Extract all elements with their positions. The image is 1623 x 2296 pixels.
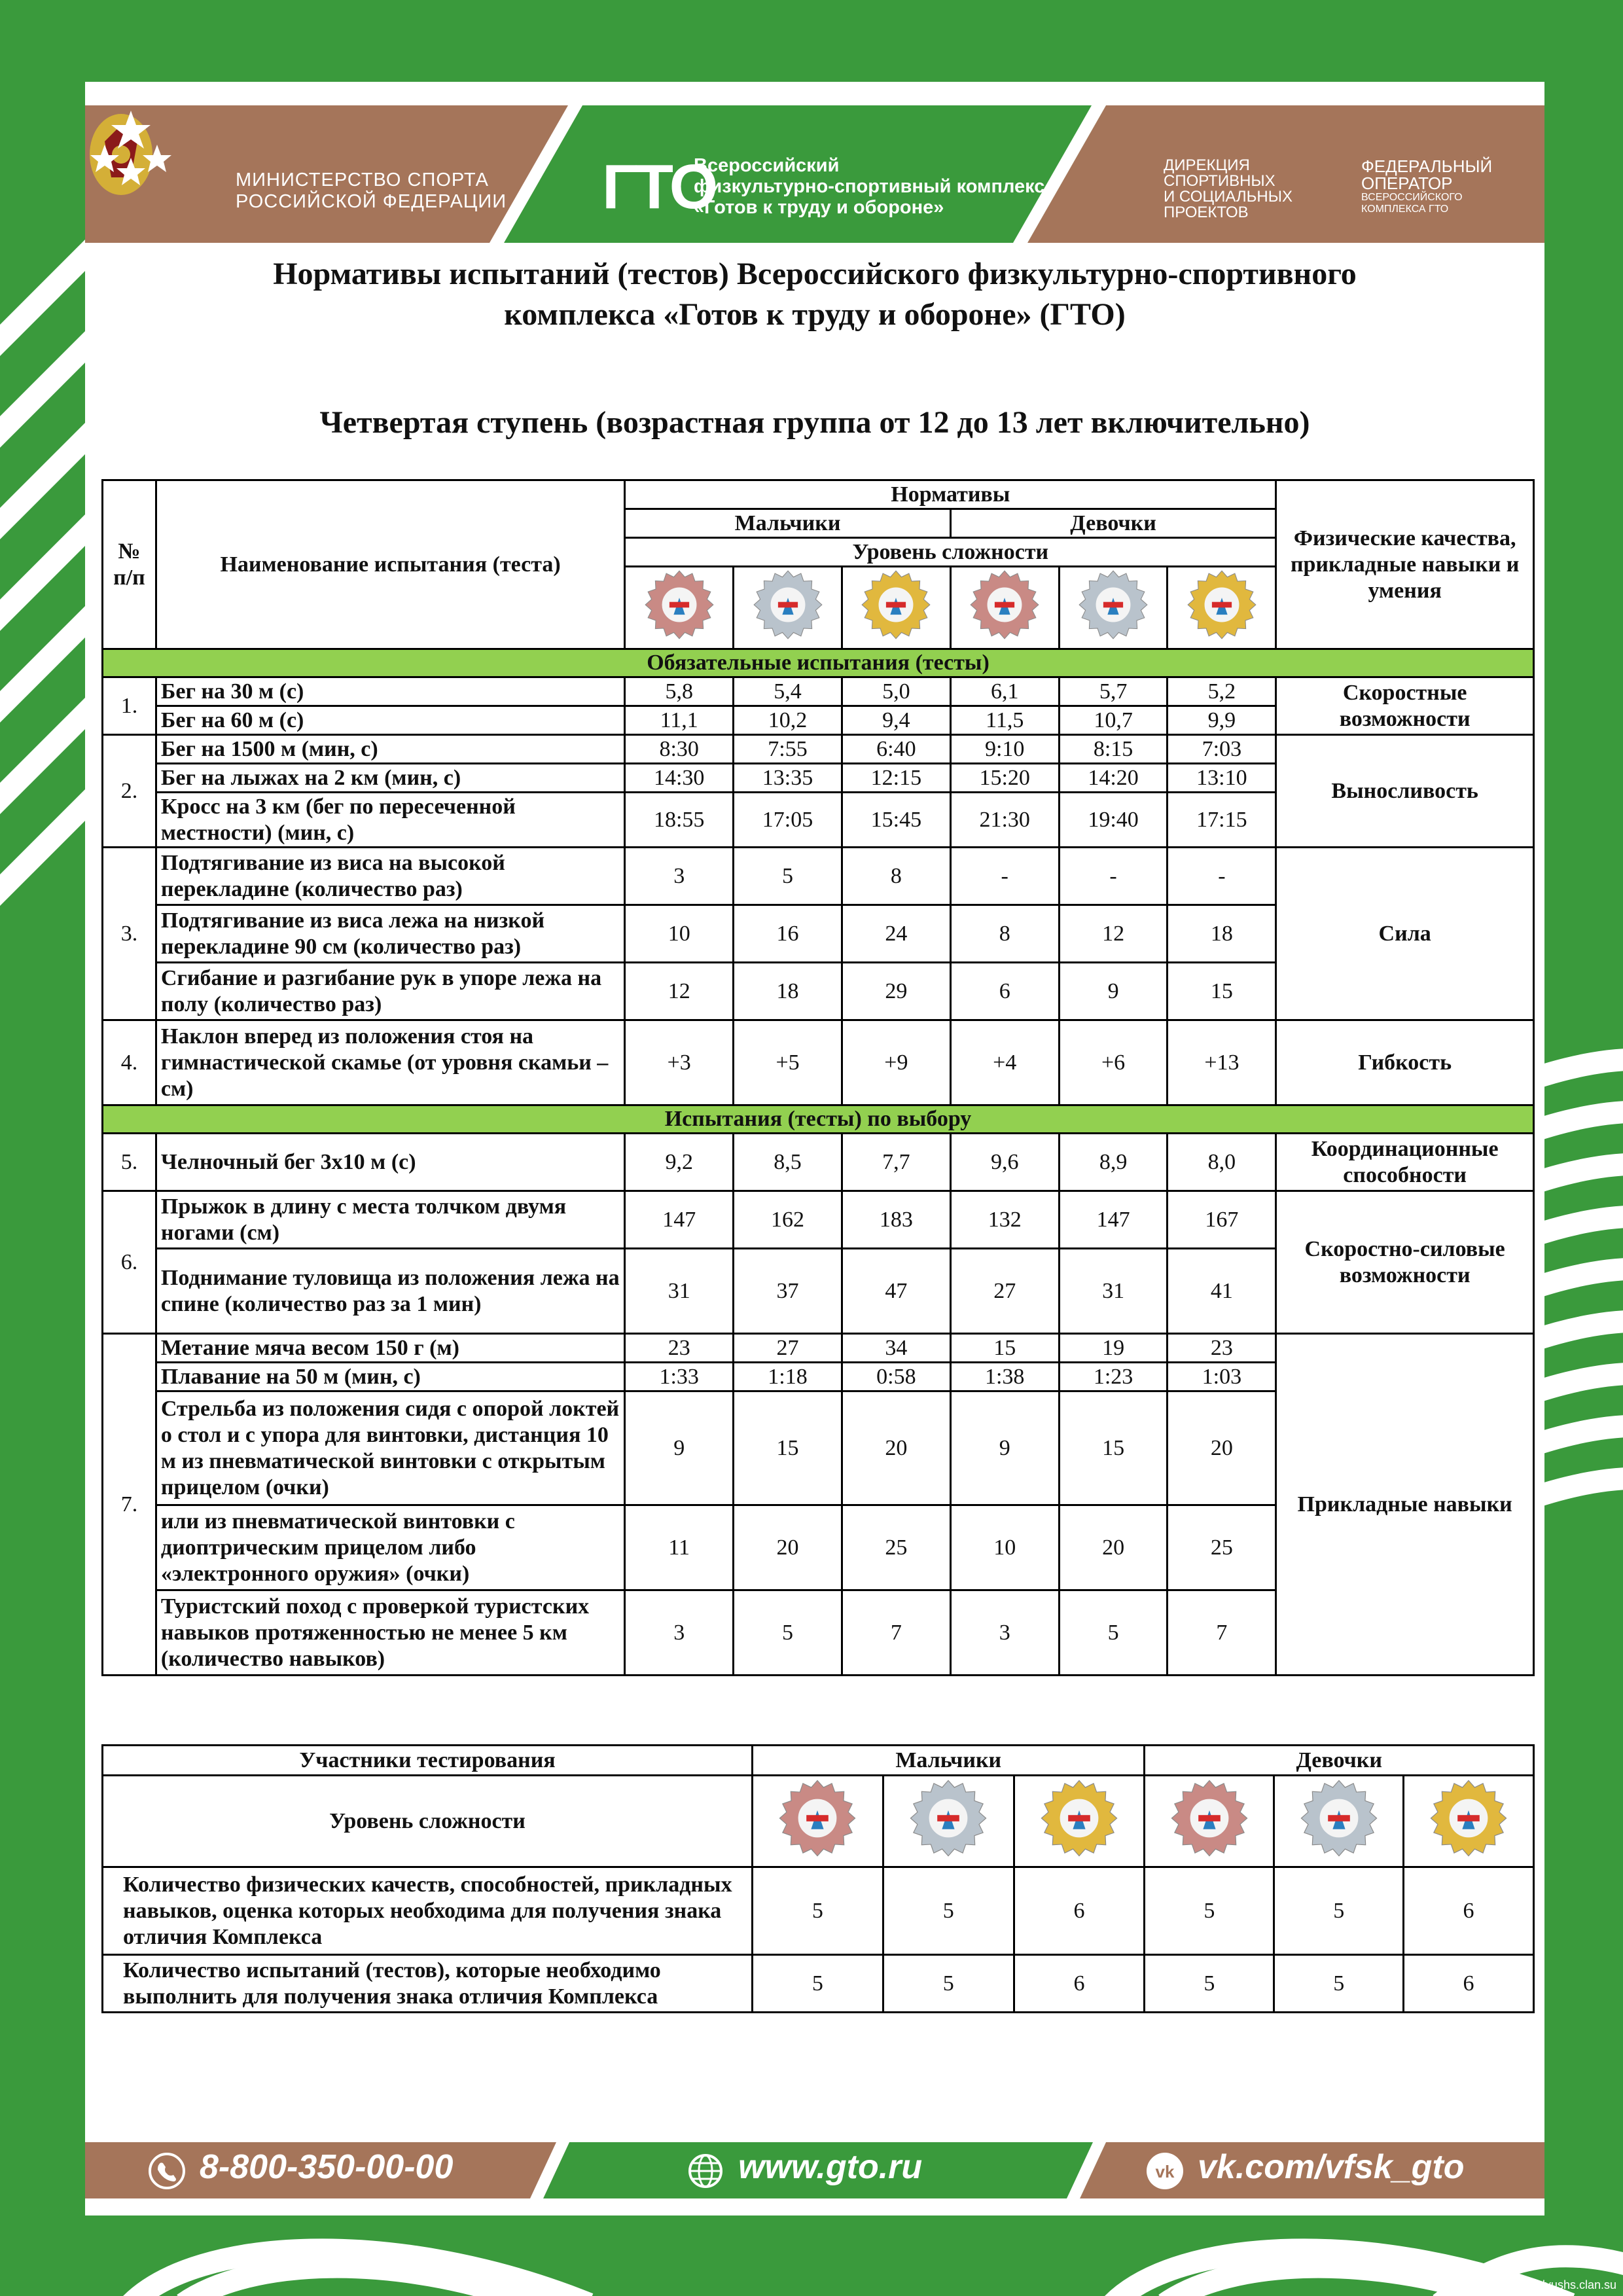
badge-cell <box>1168 567 1276 649</box>
gto-description <box>694 155 1044 218</box>
norm-value: 11 <box>625 1505 734 1590</box>
badge-cell <box>734 567 842 649</box>
norm-value: 31 <box>1059 1249 1168 1334</box>
norm-value: +13 <box>1168 1020 1276 1105</box>
summary-value: 5 <box>753 1955 883 2013</box>
norm-value: 16 <box>734 905 842 963</box>
badge-cell <box>1059 567 1168 649</box>
source-watermark: dyushs.clan.su <box>1538 2278 1616 2291</box>
test-name: Бег на 60 м (с) <box>156 706 624 735</box>
norm-value: 12 <box>1059 905 1168 963</box>
badge-cell <box>950 567 1059 649</box>
svg-text:vk: vk <box>1155 2162 1175 2181</box>
table-row <box>103 1191 1534 1249</box>
gto-line-1: Всероссийский <box>694 155 840 176</box>
norm-value: 13:35 <box>734 764 842 793</box>
norms-table <box>101 479 1535 1676</box>
norm-value: 14:20 <box>1059 764 1168 793</box>
test-name: Туристский поход с проверкой туристских навыков протяженностью не менее 5 км (количество навыков) <box>156 1590 624 1676</box>
norm-value: +3 <box>625 1020 734 1105</box>
norm-value: 34 <box>842 1334 950 1363</box>
norm-value: 1:33 <box>625 1363 734 1391</box>
quality-cell: Скоростные возможности <box>1276 677 1534 735</box>
document-title <box>85 254 1544 335</box>
norm-value: 8 <box>842 848 950 905</box>
norm-value: 15 <box>950 1334 1059 1363</box>
norm-value: 15:45 <box>842 793 950 848</box>
norm-value: 162 <box>734 1191 842 1249</box>
norm-value: 5 <box>734 1590 842 1676</box>
poster-page <box>85 82 1544 2215</box>
badge-cell <box>753 1776 883 1867</box>
norm-value: 10 <box>950 1505 1059 1590</box>
norm-value: 9,2 <box>625 1134 734 1191</box>
norm-value: 12:15 <box>842 764 950 793</box>
table-row <box>103 677 1534 706</box>
norm-value: 1:38 <box>950 1363 1059 1391</box>
table-row <box>103 735 1534 764</box>
gold-badge-icon <box>1429 1779 1508 1864</box>
gold-badge-icon <box>861 569 931 647</box>
gto-logo: ГТО <box>602 152 716 222</box>
norm-value: 7:03 <box>1168 735 1276 764</box>
norm-value: 23 <box>625 1334 734 1363</box>
dir-line-4: ПРОЕКТОВ <box>1164 204 1249 221</box>
norm-value: 9,9 <box>1168 706 1276 735</box>
norm-value: 25 <box>1168 1505 1276 1590</box>
norm-value: 31 <box>625 1249 734 1334</box>
test-name: Бег на 30 м (с) <box>156 677 624 706</box>
norm-value: 20 <box>842 1391 950 1505</box>
norm-value: 8,5 <box>734 1134 842 1191</box>
phone-icon <box>147 2151 187 2191</box>
gto-line-2: физкультурно-спортивный комплекс <box>694 176 1045 197</box>
norm-value: - <box>950 848 1059 905</box>
footer-band <box>85 2142 1544 2198</box>
col-boys-header: Мальчики <box>625 509 951 538</box>
norm-value: 8 <box>950 905 1059 963</box>
norm-value: 17:15 <box>1168 793 1276 848</box>
norm-value: 5,8 <box>625 677 734 706</box>
norm-value: +5 <box>734 1020 842 1105</box>
test-name: Сгибание и разгибание рук в упоре лежа на полу (количество раз) <box>156 963 624 1020</box>
norm-value: 10,7 <box>1059 706 1168 735</box>
quality-cell: Прикладные навыки <box>1276 1334 1534 1676</box>
participants-header: Участники тестирования <box>103 1746 753 1776</box>
header-band <box>85 105 1544 243</box>
norm-value: 132 <box>950 1191 1059 1249</box>
summary-boys-header: Мальчики <box>753 1746 1145 1776</box>
norm-value: 7:55 <box>734 735 842 764</box>
dir-line-1: ДИРЕКЦИЯ <box>1164 156 1250 174</box>
badge-cell <box>1404 1776 1534 1867</box>
norm-value: 19:40 <box>1059 793 1168 848</box>
gold-badge-icon <box>1186 569 1257 647</box>
test-name: Бег на лыжах на 2 км (мин, с) <box>156 764 624 793</box>
row-number: 1. <box>103 677 156 735</box>
section-optional <box>103 1105 1534 1134</box>
norm-value: 183 <box>842 1191 950 1249</box>
norm-value: 5,7 <box>1059 677 1168 706</box>
gto-line-3: «Готов к труду и обороне» <box>694 197 944 218</box>
norm-value: 27 <box>734 1334 842 1363</box>
norm-value: 5 <box>1059 1590 1168 1676</box>
summary-value: 5 <box>883 1867 1014 1955</box>
oper-line-1: ФЕДЕРАЛЬНЫЙ <box>1361 156 1493 176</box>
quality-cell: Координационные способности <box>1276 1134 1534 1191</box>
test-name: Прыжок в длину с места толчком двумя ногами (см) <box>156 1191 624 1249</box>
summary-table <box>101 1744 1535 2013</box>
test-name: Наклон вперед из положения стоя на гимнастической скамье (от уровня скамьи – см) <box>156 1020 624 1105</box>
summary-badge-row <box>103 1776 1534 1867</box>
section-mandatory <box>103 649 1534 677</box>
test-name: Кросс на 3 км (бег по пересеченной местности) (мин, с) <box>156 793 624 848</box>
norm-value: 14:30 <box>625 764 734 793</box>
badge-cell <box>842 567 950 649</box>
norm-value: +6 <box>1059 1020 1168 1105</box>
norm-value: +4 <box>950 1020 1059 1105</box>
col-num-header: № п/п <box>103 480 156 649</box>
ministry-name <box>236 170 507 213</box>
quality-cell: Скоростно-силовые возможности <box>1276 1191 1534 1334</box>
norm-value: 3 <box>950 1590 1059 1676</box>
summary-row-tests <box>103 1955 1534 2013</box>
globe-icon <box>686 2151 725 2191</box>
section-optional-label: Испытания (тесты) по выбору <box>103 1105 1534 1134</box>
row-number: 2. <box>103 735 156 848</box>
norm-value: 25 <box>842 1505 950 1590</box>
norm-value: 18 <box>1168 905 1276 963</box>
test-name: Бег на 1500 м (мин, с) <box>156 735 624 764</box>
norm-value: 20 <box>1059 1505 1168 1590</box>
vk-icon <box>1145 2151 1185 2191</box>
dir-line-3: И СОЦИАЛЬНЫХ <box>1164 188 1293 206</box>
stage-title: Четвертая ступень (возрастная группа от 12 до 13 лет включительно) <box>319 405 1310 440</box>
norm-value: 0:58 <box>842 1363 950 1391</box>
norm-value: 5,4 <box>734 677 842 706</box>
col-name-header: Наименование испытания (теста) <box>156 480 624 649</box>
row-number: 7. <box>103 1334 156 1676</box>
silver-badge-icon <box>909 1779 988 1864</box>
col-level-header: Уровень сложности <box>625 538 1276 567</box>
summary-row-qualities <box>103 1867 1534 1955</box>
norm-value: 6 <box>950 963 1059 1020</box>
norm-value: 1:23 <box>1059 1363 1168 1391</box>
norm-value: 6,1 <box>950 677 1059 706</box>
norm-value: 15:20 <box>950 764 1059 793</box>
silver-badge-icon <box>1300 1779 1378 1864</box>
norm-value: 11,1 <box>625 706 734 735</box>
dir-line-2: СПОРТИВНЫХ <box>1164 172 1275 190</box>
table-row <box>103 848 1534 905</box>
norm-value: +9 <box>842 1020 950 1105</box>
title-line-1: Нормативы испытаний (тестов) Всероссийского физкультурно-спортивного <box>273 257 1357 291</box>
norm-value: 9:10 <box>950 735 1059 764</box>
ministry-line-1: МИНИСТЕРСТВО СПОРТА <box>236 170 490 190</box>
norm-value: 27 <box>950 1249 1059 1334</box>
norm-value: 11,5 <box>950 706 1059 735</box>
norm-value: 8,9 <box>1059 1134 1168 1191</box>
col-qualities-header: Физические качества, прикладные навыки и умения <box>1276 480 1534 649</box>
norm-value: 18 <box>734 963 842 1020</box>
norm-value: - <box>1168 848 1276 905</box>
test-name: Челночный бег 3х10 м (с) <box>156 1134 624 1191</box>
summary-value: 6 <box>1014 1867 1145 1955</box>
norm-value: 5 <box>734 848 842 905</box>
gold-badge-icon <box>1040 1779 1118 1864</box>
quality-cell: Гибкость <box>1276 1020 1534 1105</box>
norm-value: 6:40 <box>842 735 950 764</box>
row-number: 5. <box>103 1134 156 1191</box>
norm-value: 47 <box>842 1249 950 1334</box>
norm-value: 8:15 <box>1059 735 1168 764</box>
website-link[interactable]: www.gto.ru <box>738 2148 923 2186</box>
norm-value: 7 <box>1168 1590 1276 1676</box>
oper-line-2: ОПЕРАТОР <box>1361 173 1453 193</box>
summary-value: 6 <box>1404 1867 1534 1955</box>
norm-value: 8,0 <box>1168 1134 1276 1191</box>
quality-cell: Выносливость <box>1276 735 1534 848</box>
norm-value: 147 <box>1059 1191 1168 1249</box>
bronze-badge-icon <box>644 569 715 647</box>
norm-value: 29 <box>842 963 950 1020</box>
badge-cell <box>883 1776 1014 1867</box>
summary-value: 5 <box>1145 1867 1274 1955</box>
badge-cell <box>1145 1776 1274 1867</box>
norm-value: - <box>1059 848 1168 905</box>
star-emblem-icon <box>85 105 177 197</box>
norm-value: 15 <box>1168 963 1276 1020</box>
norm-value: 5,0 <box>842 677 950 706</box>
test-name: Плавание на 50 м (мин, с) <box>156 1363 624 1391</box>
bronze-badge-icon <box>1170 1779 1249 1864</box>
silver-badge-icon <box>1078 569 1149 647</box>
section-mandatory-label: Обязательные испытания (тесты) <box>103 649 1534 677</box>
badge-cell <box>1274 1776 1404 1867</box>
tests-label: Количество испытаний (тестов), которые необходимо выполнить для получения знака отличия Комплекса <box>103 1955 753 2013</box>
ministry-line-2: РОССИЙСКОЙ ФЕДЕРАЦИИ <box>236 191 507 212</box>
norm-value: 3 <box>625 1590 734 1676</box>
norm-value: 12 <box>625 963 734 1020</box>
summary-value: 6 <box>1014 1955 1145 2013</box>
norm-value: 9,6 <box>950 1134 1059 1191</box>
norm-value: 147 <box>625 1191 734 1249</box>
norm-value: 7 <box>842 1590 950 1676</box>
badge-cell <box>625 567 734 649</box>
title-line-2: комплекса «Готов к труду и обороне» (ГТО) <box>504 297 1126 332</box>
test-name: Метание мяча весом 150 г (м) <box>156 1334 624 1363</box>
summary-value: 6 <box>1404 1955 1534 2013</box>
norm-value: 1:03 <box>1168 1363 1276 1391</box>
bronze-badge-icon <box>778 1779 857 1864</box>
norm-value: 9,4 <box>842 706 950 735</box>
col-norms-header: Нормативы <box>625 480 1276 509</box>
norm-value: 17:05 <box>734 793 842 848</box>
norm-value: 20 <box>1168 1391 1276 1505</box>
test-name: или из пневматической винтовки с диоптрическим прицелом либо «электронного оружия» (очки) <box>156 1505 624 1590</box>
summary-value: 5 <box>1145 1955 1274 2013</box>
test-name: Поднимание туловища из положения лежа на спине (количество раз за 1 мин) <box>156 1249 624 1334</box>
operator-name <box>1361 158 1492 215</box>
norm-value: 9 <box>950 1391 1059 1505</box>
norm-value: 37 <box>734 1249 842 1334</box>
test-name: Подтягивание из виса на высокой перекладине (количество раз) <box>156 848 624 905</box>
table-row <box>103 1020 1534 1105</box>
row-number: 6. <box>103 1191 156 1334</box>
oper-line-4: КОМПЛЕКСА ГТО <box>1361 204 1449 215</box>
quality-cell: Сила <box>1276 848 1534 1020</box>
norm-value: 21:30 <box>950 793 1059 848</box>
phone-number[interactable]: 8-800-350-00-00 <box>200 2148 454 2186</box>
norm-value: 18:55 <box>625 793 734 848</box>
norm-value: 15 <box>1059 1391 1168 1505</box>
test-name: Подтягивание из виса лежа на низкой перекладине 90 см (количество раз) <box>156 905 624 963</box>
oper-line-3: ВСЕРОССИЙСКОГО <box>1361 192 1463 203</box>
norm-value: 10 <box>625 905 734 963</box>
norm-value: 41 <box>1168 1249 1276 1334</box>
vk-link[interactable]: vk.com/vfsk_gto <box>1198 2148 1465 2186</box>
norm-value: 8:30 <box>625 735 734 764</box>
row-number: 3. <box>103 848 156 1020</box>
norm-value: 5,2 <box>1168 677 1276 706</box>
col-girls-header: Девочки <box>950 509 1276 538</box>
norm-value: 24 <box>842 905 950 963</box>
table-row <box>103 1134 1534 1191</box>
norm-value: 15 <box>734 1391 842 1505</box>
level-label: Уровень сложности <box>103 1776 753 1867</box>
norm-value: 167 <box>1168 1191 1276 1249</box>
norm-value: 10,2 <box>734 706 842 735</box>
norm-value: 23 <box>1168 1334 1276 1363</box>
norm-value: 1:18 <box>734 1363 842 1391</box>
norm-value: 3 <box>625 848 734 905</box>
summary-girls-header: Девочки <box>1145 1746 1534 1776</box>
test-name: Стрельба из положения сидя с опорой локтей о стол и с упора для винтовки, дистанция 10 м из пневматической винтовки с открытым прицелом (очки) <box>156 1391 624 1505</box>
norm-value: 7,7 <box>842 1134 950 1191</box>
bronze-badge-icon <box>969 569 1040 647</box>
qualities-label: Количество физических качеств, способностей, прикладных навыков, оценка которых необходима для получения знака отличия Комплекса <box>103 1867 753 1955</box>
norm-value: 9 <box>625 1391 734 1505</box>
norm-value: 20 <box>734 1505 842 1590</box>
summary-value: 5 <box>753 1867 883 1955</box>
summary-value: 5 <box>1274 1867 1404 1955</box>
directorate-name <box>1164 158 1293 221</box>
row-number: 4. <box>103 1020 156 1105</box>
table-row <box>103 1334 1534 1363</box>
summary-value: 5 <box>1274 1955 1404 2013</box>
badge-cell <box>1014 1776 1145 1867</box>
summary-value: 5 <box>883 1955 1014 2013</box>
norm-value: 13:10 <box>1168 764 1276 793</box>
norm-value: 9 <box>1059 963 1168 1020</box>
norm-value: 19 <box>1059 1334 1168 1363</box>
silver-badge-icon <box>753 569 823 647</box>
